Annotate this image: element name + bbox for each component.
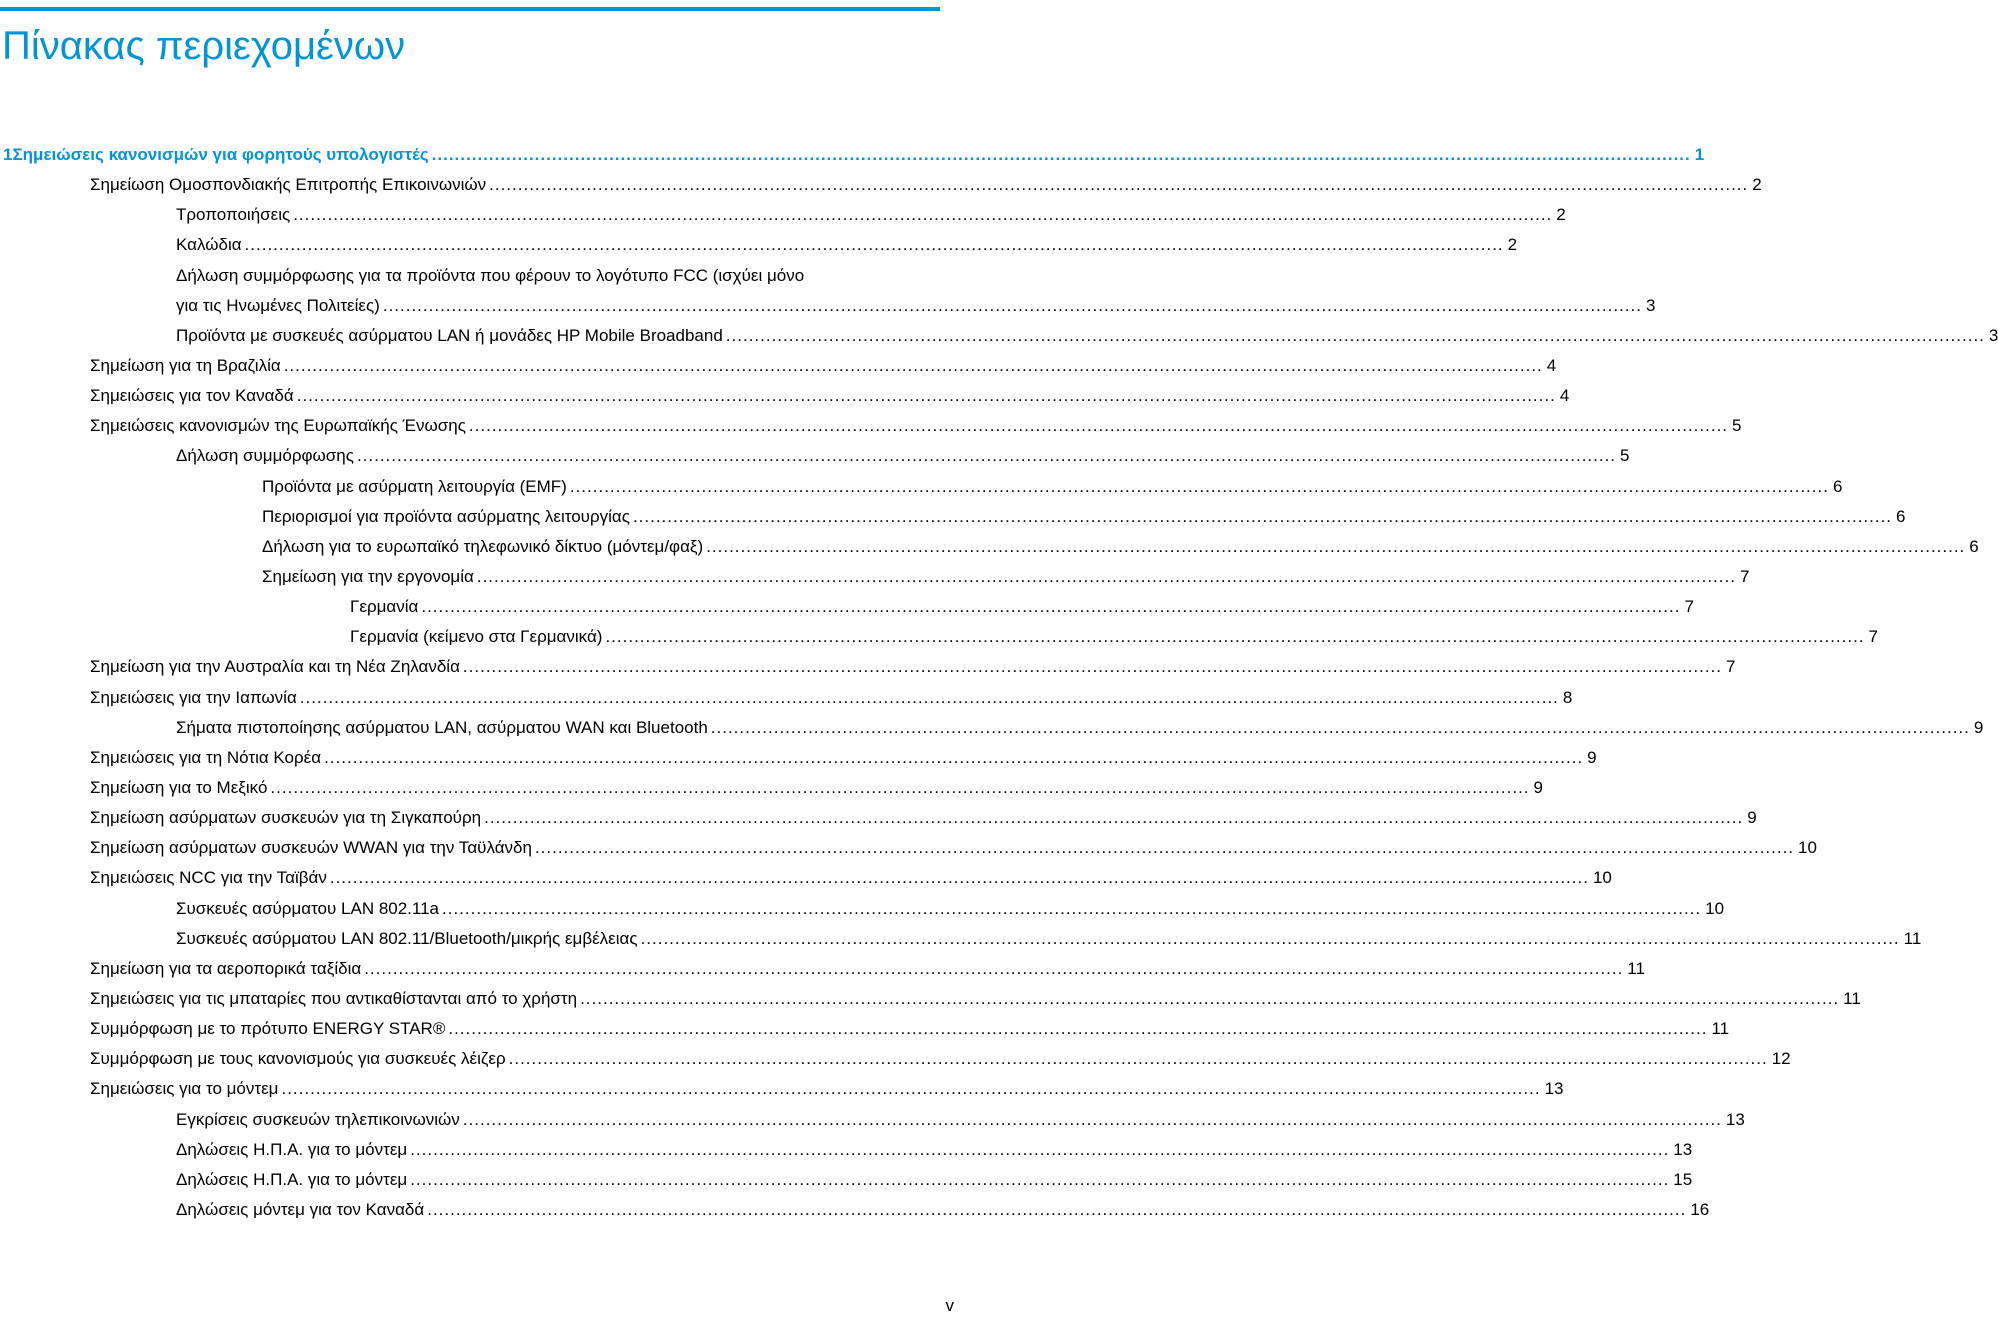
dot-leader: ............................................................................................................................................................................................................................ bbox=[632, 506, 1893, 526]
toc-entry[interactable] bbox=[0, 230, 1518, 260]
toc-entry[interactable] bbox=[0, 321, 1998, 351]
toc-chapter-entry[interactable] bbox=[0, 140, 1705, 170]
dot-leader: ............................................................................................................................................................................................................................ bbox=[468, 416, 1729, 436]
dot-leader: ............................................................................................................................................................................................................................ bbox=[710, 717, 1970, 737]
toc-entry[interactable] bbox=[0, 532, 1979, 562]
toc-entry-title: Σήματα πιστοποίησης ασύρματου LAN, ασύρματου WAN και Bluetooth bbox=[176, 717, 708, 737]
toc-entry[interactable] bbox=[0, 1044, 1791, 1074]
toc-entry-page: 5 bbox=[1620, 446, 1630, 466]
toc-entry-title: Δηλώσεις Η.Π.Α. για το μόντεμ bbox=[176, 1139, 408, 1159]
toc-entry[interactable] bbox=[0, 894, 1725, 924]
toc-entry-page: 3 bbox=[1988, 325, 1998, 345]
dot-leader: ............................................................................................................................................................................................................................ bbox=[706, 536, 1966, 556]
dot-leader: ............................................................................................................................................................................................................................ bbox=[244, 235, 1504, 255]
toc-entry-page: 12 bbox=[1771, 1049, 1791, 1069]
toc-entry[interactable] bbox=[0, 622, 1879, 652]
toc-entry-page: 11 bbox=[1843, 988, 1861, 1008]
toc-entry-page: 10 bbox=[1798, 838, 1817, 858]
toc-entry[interactable] bbox=[0, 502, 1906, 532]
dot-leader: ............................................................................................................................................................................................................................ bbox=[508, 1049, 1768, 1069]
toc-entry[interactable] bbox=[0, 984, 1861, 1014]
dot-leader: ............................................................................................................................................................................................................................ bbox=[442, 898, 1702, 918]
top-rule bbox=[0, 7, 940, 11]
toc-entry[interactable] bbox=[0, 200, 1566, 230]
toc-entry-title: Σημειώσεις NCC για την Ταϊβάν bbox=[90, 868, 327, 888]
toc-entry[interactable] bbox=[0, 773, 1543, 803]
dot-leader: ............................................................................................................................................................................................................................ bbox=[410, 1139, 1670, 1159]
toc-entry-page: 13 bbox=[1673, 1139, 1693, 1159]
dot-leader: ............................................................................................................................................................................................................................ bbox=[580, 988, 1840, 1008]
toc-entry-title: Σημειώσεις για τη Νότια Κορέα bbox=[90, 747, 322, 767]
toc-entry[interactable] bbox=[0, 261, 1656, 321]
toc-entry-title: Δηλώσεις μόντεμ για τον Καναδά bbox=[176, 1199, 425, 1219]
dot-leader: ............................................................................................................................................................................................................................ bbox=[462, 657, 1723, 677]
dot-leader: ............................................................................................................................................................................................................................ bbox=[293, 205, 1553, 225]
toc-entry-title: Δήλωση συμμόρφωσης bbox=[176, 446, 354, 466]
toc-entry-title: Τροποποιήσεις bbox=[176, 205, 291, 225]
toc-entry-page: 1 bbox=[1694, 145, 1705, 164]
toc-entry[interactable] bbox=[0, 924, 1922, 954]
toc-entry-title: Σημείωση για την εργονομία bbox=[262, 566, 474, 586]
toc-entry-page: 11 bbox=[1903, 928, 1922, 948]
toc-entry-title: Σημείωση για το Μεξικό bbox=[90, 777, 268, 797]
toc-entry-page: 10 bbox=[1592, 868, 1612, 888]
toc-entry-page: 9 bbox=[1973, 717, 1984, 737]
toc-entry[interactable] bbox=[0, 1195, 1710, 1225]
toc-entry-page: 9 bbox=[1533, 777, 1543, 797]
toc-entry[interactable] bbox=[0, 441, 1630, 471]
dot-leader: ............................................................................................................................................................................................................................ bbox=[283, 356, 1543, 375]
toc-entry-page: 10 bbox=[1705, 898, 1725, 918]
toc-entry-page: 3 bbox=[1645, 295, 1656, 315]
toc-entry-title: Σημείωση για τα αεροπορικά ταξίδια bbox=[90, 958, 362, 978]
toc-entry-title: Σημειώσεις για τον Καναδά bbox=[90, 386, 294, 406]
toc-entry[interactable] bbox=[0, 411, 1742, 441]
dot-leader: ............................................................................................................................................................................................................................ bbox=[462, 1109, 1722, 1129]
toc-entry[interactable] bbox=[0, 170, 1762, 200]
page-number: v bbox=[945, 1296, 954, 1315]
toc-entry-page: 4 bbox=[1546, 356, 1557, 375]
toc-entry-title: Εγκρίσεις συσκευών τηλεπικοινωνιών bbox=[176, 1109, 460, 1129]
toc-entry-title: Καλώδια bbox=[176, 235, 242, 255]
dot-leader: ............................................................................................................................................................................................................................ bbox=[640, 928, 1900, 948]
toc-entry-title: Σημειώσεις για την Ιαπωνία bbox=[90, 687, 297, 707]
toc-entry[interactable] bbox=[0, 1014, 1730, 1044]
toc-entry-title: Σημείωση για την Αυστραλία και τη Νέα Ζηλανδία bbox=[90, 657, 460, 677]
toc-entry[interactable] bbox=[0, 1135, 1693, 1165]
toc-entry-title: Συσκευές ασύρματου LAN 802.11/Bluetooth/μικρής εμβέλειας bbox=[176, 928, 638, 948]
dot-leader: ............................................................................................................................................................................................................................ bbox=[410, 1169, 1670, 1189]
toc-entry-page: 4 bbox=[1559, 386, 1570, 406]
dot-leader: ............................................................................................................................................................................................................................ bbox=[356, 446, 1617, 466]
toc-entry-title: Σημειώσεις κανονισμών για φορητούς υπολογιστές bbox=[12, 145, 429, 164]
dot-leader: ............................................................................................................................................................................................................................ bbox=[431, 145, 1691, 164]
toc-entry-page: 6 bbox=[1969, 536, 1979, 556]
toc-entry-title-line: Δήλωση συμμόρφωσης για τα προϊόντα που φέρουν το λογότυπο FCC (ισχύει μόνο bbox=[176, 265, 805, 285]
toc-entry-page: 7 bbox=[1868, 627, 1879, 647]
dot-leader: ............................................................................................................................................................................................................................ bbox=[299, 687, 1559, 707]
toc-entry-page: 6 bbox=[1896, 506, 1906, 526]
toc-entry-title: για τις Ηνωμένες Πολιτείες) bbox=[176, 295, 380, 315]
dot-leader: ............................................................................................................................................................................................................................ bbox=[534, 838, 1795, 858]
table-of-contents bbox=[0, 140, 1998, 1225]
toc-entry-page: 9 bbox=[1587, 747, 1597, 767]
dot-leader: ............................................................................................................................................................................................................................ bbox=[382, 295, 1642, 315]
toc-entry-title: Συμμόρφωση με τους κανονισμούς για συσκευές λέιζερ bbox=[90, 1049, 506, 1069]
dot-leader: ............................................................................................................................................................................................................................ bbox=[270, 777, 1530, 797]
dot-leader: ............................................................................................................................................................................................................................ bbox=[725, 325, 1985, 345]
toc-entry-title: Προϊόντα με συσκευές ασύρματου LAN ή μονάδες HP Mobile Broadband bbox=[176, 325, 723, 345]
dot-leader: ............................................................................................................................................................................................................................ bbox=[421, 597, 1681, 617]
toc-entry[interactable] bbox=[0, 381, 1570, 411]
toc-entry[interactable] bbox=[0, 954, 1645, 984]
toc-entry[interactable] bbox=[0, 472, 1843, 502]
toc-entry[interactable] bbox=[0, 863, 1612, 893]
toc-entry-title: Σημείωση ασύρματων συσκευών WWAN για την Ταϋλάνδη bbox=[90, 838, 532, 858]
toc-entry-page: 11 bbox=[1627, 958, 1645, 978]
toc-entry[interactable] bbox=[0, 803, 1757, 833]
dot-leader: ............................................................................................................................................................................................................................ bbox=[427, 1199, 1687, 1219]
dot-leader: ............................................................................................................................................................................................................................ bbox=[569, 476, 1829, 496]
toc-entry[interactable] bbox=[0, 351, 1557, 381]
toc-entry-title: Συσκευές ασύρματου LAN 802.11a bbox=[176, 898, 440, 918]
toc-entry[interactable] bbox=[0, 1165, 1693, 1195]
dot-leader: ............................................................................................................................................................................................................................ bbox=[476, 566, 1736, 586]
dot-leader: ............................................................................................................................................................................................................................ bbox=[324, 747, 1584, 767]
toc-entry[interactable] bbox=[0, 743, 1597, 773]
chapter-number: 1 bbox=[3, 145, 13, 164]
toc-entry-title: Γερμανία bbox=[350, 597, 419, 617]
dot-leader: ............................................................................................................................................................................................................................ bbox=[484, 808, 1744, 828]
toc-entry-page: 7 bbox=[1684, 597, 1694, 617]
toc-entry[interactable] bbox=[0, 562, 1750, 592]
page-title: Πίνακας περιεχομένων bbox=[2, 24, 406, 68]
toc-entry-page: 13 bbox=[1544, 1079, 1564, 1099]
dot-leader: ............................................................................................................................................................................................................................ bbox=[448, 1019, 1708, 1039]
toc-entry-title: Προϊόντα με ασύρματη λειτουργία (EMF) bbox=[262, 476, 567, 496]
dot-leader: ............................................................................................................................................................................................................................ bbox=[364, 958, 1624, 978]
toc-entry[interactable] bbox=[0, 683, 1573, 713]
toc-entry-title: Σημειώσεις για τις μπαταρίες που αντικαθίστανται από το χρήστη bbox=[90, 988, 578, 1008]
toc-entry[interactable] bbox=[0, 1105, 1745, 1135]
toc-entry-title: Γερμανία (κείμενο στα Γερμανικά) bbox=[350, 627, 603, 647]
toc-entry-title: Σημείωση Ομοσπονδιακής Επιτροπής Επικοινωνιών bbox=[90, 175, 487, 195]
dot-leader: ............................................................................................................................................................................................................................ bbox=[605, 627, 1865, 647]
toc-entry-page: 11 bbox=[1711, 1019, 1730, 1039]
dot-leader: ............................................................................................................................................................................................................................ bbox=[329, 868, 1589, 888]
toc-entry-page: 7 bbox=[1726, 657, 1736, 677]
toc-entry-page: 2 bbox=[1556, 205, 1566, 225]
toc-entry[interactable] bbox=[0, 1074, 1564, 1104]
toc-entry-title: Δηλώσεις Η.Π.Α. για το μόντεμ bbox=[176, 1169, 408, 1189]
toc-entry[interactable] bbox=[0, 833, 1817, 863]
toc-entry-page: 6 bbox=[1832, 476, 1843, 496]
toc-entry-title: Σημείωση ασύρματων συσκευών για τη Σιγκαπούρη bbox=[90, 808, 482, 828]
toc-entry-page: 16 bbox=[1690, 1199, 1710, 1219]
toc-entry[interactable] bbox=[0, 652, 1736, 682]
toc-entry-page: 5 bbox=[1732, 416, 1742, 436]
toc-entry-page: 7 bbox=[1739, 566, 1750, 586]
toc-entry-page: 2 bbox=[1752, 175, 1762, 195]
toc-entry-title: Σημειώσεις για το μόντεμ bbox=[90, 1079, 279, 1099]
toc-entry-page: 9 bbox=[1747, 808, 1757, 828]
toc-entry-title: Σημειώσεις κανονισμών της Ευρωπαϊκής Ένωσης bbox=[90, 416, 466, 436]
toc-entry-page: 8 bbox=[1562, 687, 1573, 707]
toc-entry-title: Σημείωση για τη Βραζιλία bbox=[90, 356, 281, 375]
toc-entry[interactable] bbox=[0, 592, 1694, 622]
toc-entry-title: Περιορισμοί για προϊόντα ασύρματης λειτουργίας bbox=[262, 506, 630, 526]
toc-entry-title: Συμμόρφωση με το πρότυπο ENERGY STAR® bbox=[90, 1019, 446, 1039]
dot-leader: ............................................................................................................................................................................................................................ bbox=[489, 175, 1749, 195]
dot-leader: ............................................................................................................................................................................................................................ bbox=[281, 1079, 1541, 1099]
toc-entry-title: Δήλωση για το ευρωπαϊκό τηλεφωνικό δίκτυο (μόντεμ/φαξ) bbox=[262, 536, 704, 556]
toc-entry-page: 13 bbox=[1725, 1109, 1745, 1129]
toc-entry-page: 15 bbox=[1673, 1169, 1693, 1189]
toc-entry[interactable] bbox=[0, 713, 1984, 743]
toc-entry-page: 2 bbox=[1507, 235, 1518, 255]
dot-leader: ............................................................................................................................................................................................................................ bbox=[296, 386, 1556, 406]
